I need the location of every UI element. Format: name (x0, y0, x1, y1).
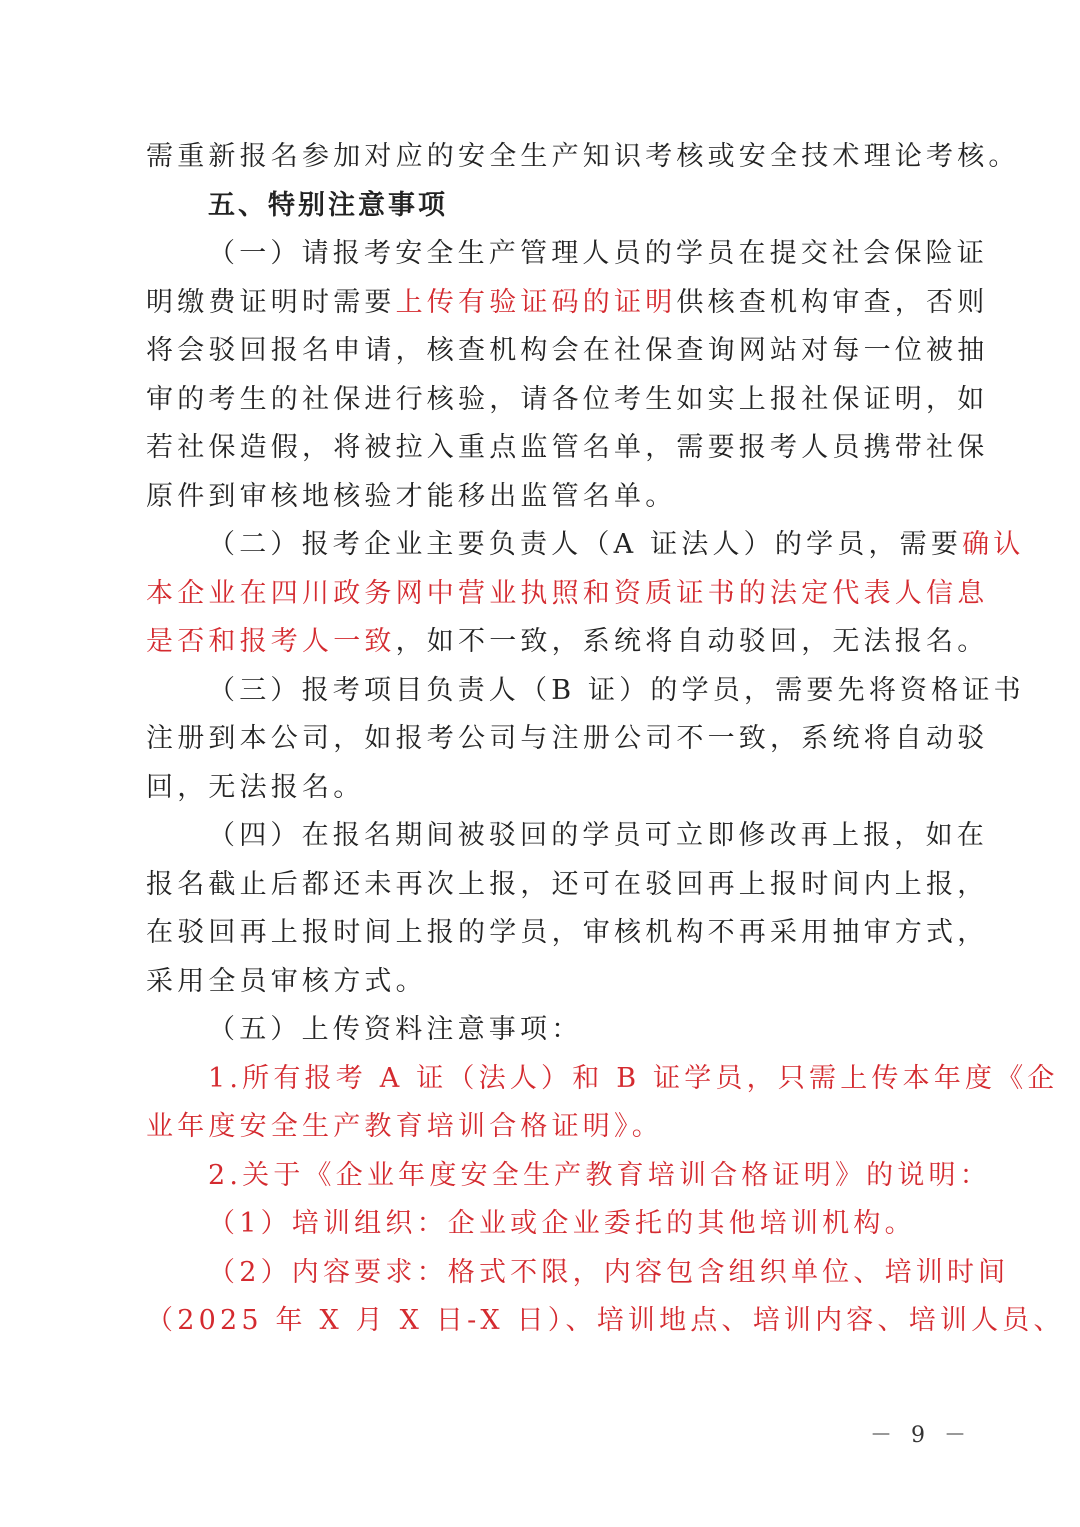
text-segment: （二）报考企业主要负责人（A 证法人）的学员，需要 (208, 529, 963, 560)
text-segment: 审的考生的社保进行核验，请各位考生如实上报社保证明，如 (146, 383, 989, 415)
page-number: － 9 － (870, 1423, 972, 1448)
paragraph-line (146, 715, 989, 764)
text-segment: 供核查机构审查，否则 (676, 286, 989, 318)
paragraph-line (146, 812, 988, 861)
paragraph-line (146, 1297, 1065, 1346)
paragraph-line (146, 1103, 936, 1152)
text-segment: 回，无法报名。 (146, 771, 365, 803)
paragraph-line (146, 1006, 936, 1055)
paragraph-line (146, 521, 1025, 570)
text-segment: 原件到审核地核验才能移出监管名单。 (146, 480, 677, 512)
text-segment: 采用全员审核方式。 (146, 965, 427, 997)
document-page (146, 133, 1065, 1346)
text-segment: （四）在报名期间被驳回的学员可立即修改再上报，如在 (208, 820, 988, 851)
text-segment: 需重新报名参加对应的安全生产知识考核或安全技术理论考核。 (146, 141, 1020, 172)
highlighted-text: 本企业在四川政务网中营业执照和资质证书的法定代表人信息 (146, 577, 989, 609)
paragraph-line (146, 1152, 991, 1201)
paragraph-line (146, 861, 989, 910)
highlighted-text: （2025 年 X 月 X 日-X 日）、培训地点、培训内容、培训人员、 (146, 1305, 1065, 1336)
text-segment: （五）上传资料注意事项： (208, 1014, 583, 1045)
text-segment: 若社保造假，将被拉入重点监管名单，需要报考人员携带社保 (146, 432, 989, 463)
paragraph-line (146, 764, 936, 813)
text-segment: 将会驳回报名申请，核查机构会在社保查询网站对每一位被抽 (146, 335, 989, 366)
paragraph-line (146, 424, 989, 473)
paragraph-line (146, 570, 989, 619)
paragraph-line (146, 1200, 936, 1249)
text-segment: 注册到本公司，如报考公司与注册公司不一致，系统将自动驳 (146, 723, 989, 754)
highlighted-text: 1.所有报考 A 证（法人）和 B 证学员，只需上传本年度《企 (208, 1062, 1059, 1094)
highlighted-text: （1）培训组织：企业或企业委托的其他培训机构。 (208, 1208, 916, 1239)
text-segment: 报名截止后都还未再次上报，还可在驳回再上报时间内上报， (146, 868, 989, 900)
highlighted-text: 2.关于《企业年度安全生产教育培训合格证明》的说明： (208, 1159, 991, 1191)
section-heading (146, 182, 936, 231)
paragraph-line (146, 230, 988, 279)
paragraph-line (146, 279, 989, 328)
highlighted-text: 确认 (962, 529, 1025, 560)
text-segment: ，如不一致，系统将自动驳回，无法报名。 (395, 626, 989, 657)
heading-text: 五、特别注意事项 (208, 189, 448, 221)
paragraph-line (146, 618, 989, 667)
paragraph-line (146, 1249, 1010, 1298)
paragraph-line (146, 376, 989, 425)
paragraph-line (146, 133, 1020, 182)
highlighted-text: 上传有验证码的证明 (395, 286, 677, 318)
paragraph-line (146, 667, 1025, 716)
highlighted-text: （2）内容要求：格式不限，内容包含组织单位、培训时间 (208, 1256, 1010, 1288)
highlighted-text: 是否和报考人一致 (146, 626, 396, 657)
text-segment: （一）请报考安全生产管理人员的学员在提交社会保险证 (208, 238, 988, 269)
paragraph-line (146, 958, 936, 1007)
text-segment: 明缴费证明时需要 (146, 286, 396, 318)
text-segment: 在驳回再上报时间上报的学员，审核机构不再采用抽审方式， (146, 917, 989, 948)
paragraph-line (146, 327, 989, 376)
paragraph-line (146, 1055, 1059, 1104)
highlighted-text: 业年度安全生产教育培训合格证明》。 (146, 1111, 663, 1142)
paragraph-line (146, 473, 936, 522)
text-segment: （三）报考项目负责人（B 证）的学员，需要先将资格证书 (208, 674, 1025, 706)
paragraph-line (146, 909, 989, 958)
